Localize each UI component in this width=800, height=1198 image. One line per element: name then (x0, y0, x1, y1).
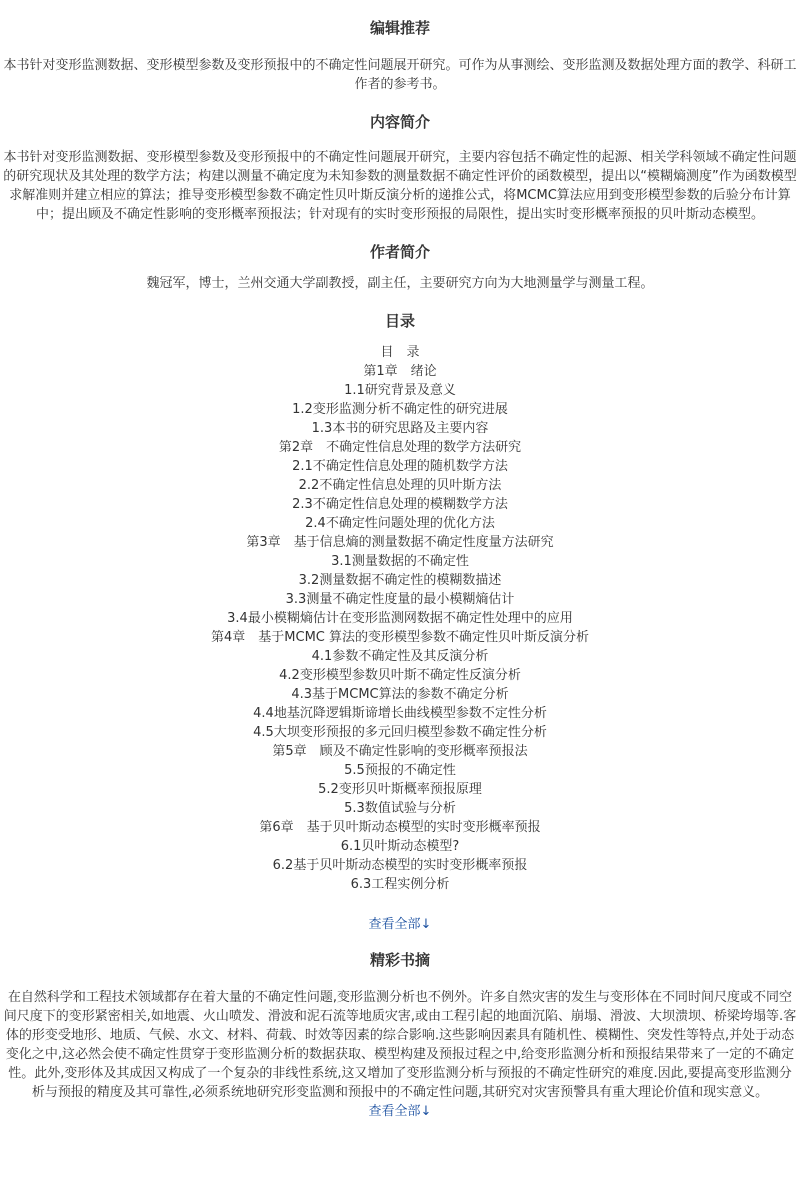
toc-item: 6.3工程实例分析 (350, 877, 450, 892)
toc-item: 2.2不确定性信息处理的贝叶斯方法 (298, 478, 502, 493)
editor-recommend-text: 本书针对变形监测数据、变形模型参数及变形预报中的不确定性问题展开研究。可作为从事测绘、变形监测及数据处理方面的教学、科研工作者的参考书。 (3, 58, 797, 92)
toc-item: 2.4不确定性问题处理的优化方法 (305, 516, 495, 531)
toc-item: 6.2基于贝叶斯动态模型的实时变形概率预报 (272, 858, 528, 873)
toc-item: 第5章 顾及不确定性影响的变形概率预报法 (272, 744, 528, 759)
toc-item: 4.1参数不确定性及其反演分析 (311, 649, 489, 664)
toc-item: 5.5预报的不确定性 (344, 763, 456, 778)
toc-heading: 目录 (384, 312, 415, 330)
toc-item: 3.3测量不确定性度量的最小模糊熵估计 (285, 592, 515, 607)
toc-item: 目 录 (380, 345, 420, 360)
toc-item: 4.4地基沉降逻辑斯谛增长曲线模型参数不定性分析 (253, 706, 547, 721)
toc-item: 1.3本书的研究思路及主要内容 (311, 421, 489, 436)
toc-item: 4.3基于MCMC算法的参数不确定分析 (291, 687, 509, 702)
toc-item: 3.1测量数据的不确定性 (331, 554, 469, 569)
toc-item: 6.1贝叶斯动态模型? (340, 839, 460, 854)
toc-item: 3.4最小模糊熵估计在变形监测网数据不确定性处理中的应用 (227, 611, 573, 626)
toc-item: 4.2变形模型参数贝叶斯不确定性反演分析 (279, 668, 521, 683)
author-intro-text: 魏冠军，博士，兰州交通大学副教授，副主任，主要研究方向为大地测量学与测量工程。 (146, 276, 654, 291)
toc-item: 第3章 基于信息熵的测量数据不确定性度量方法研究 (246, 535, 554, 550)
editor-recommend-heading: 编辑推荐 (369, 19, 430, 37)
excerpt-text: 在自然科学和工程技术领域都存在着大量的不确定性问题,变形监测分析也不例外。许多自然灾害的发生与变形体在不同时间尺度或不同空间尺度下的变形紧密相关,如地震、火山喷发、滑波和泥石流等地质灾害,或由工程引起的地面沉陷、崩塌、滑波、大坝溃坝、桥梁垮塌等.客体的形变受地形、地质、气候、水文、材料、荷载、时效等因素的综合影响.这些影响因素具有随机性、模糊性、突发性等特点,并处于动态变化之中,这必然会使不确定性贯穿于变形监测分析的数据获取、模型构建及预报过程之中,给变形监测分析和预报结果带来了一定的不确定性。此外,变形体及其成因又构成了一个复杂的非线性系统,这又增加了变形监测分析与预报的不确定性研究的难度.因此,要提高变形监测分析与预报的精度及其可靠性,必须系统地研究形变监测和预报中的不确定性问题,其研究对灾害预警具有重大理论价值和现实意义。 (3, 990, 797, 1100)
toc-item: 1.1研究背景及意义 (344, 383, 456, 398)
toc-item: 1.2变形监测分析不确定性的研究进展 (292, 402, 508, 417)
excerpt-heading: 精彩书摘 (369, 951, 430, 969)
toc-list (0, 343, 800, 894)
toc-item: 5.3数值试验与分析 (344, 801, 456, 816)
toc-item: 2.3不确定性信息处理的模糊数学方法 (292, 497, 508, 512)
toc-view-all-link[interactable]: 查看全部↓ (368, 917, 432, 932)
toc-item: 第4章 基于MCMC 算法的变形模型参数不确定性贝叶斯反演分析 (211, 630, 589, 645)
toc-item: 第1章 绪论 (363, 364, 437, 379)
toc-item: 3.2测量数据不确定性的模糊数描述 (298, 573, 502, 588)
toc-item: 4.5大坝变形预报的多元回归模型参数不确定性分析 (253, 725, 547, 740)
excerpt-view-all-link[interactable]: 查看全部↓ (368, 1104, 432, 1119)
content-intro-heading: 内容简介 (369, 113, 430, 131)
toc-item: 2.1不确定性信息处理的随机数学方法 (292, 459, 508, 474)
toc-item: 第2章 不确定性信息处理的数学方法研究 (278, 440, 522, 455)
content-intro-text: 本书针对变形监测数据、变形模型参数及变形预报中的不确定性问题展开研究，主要内容包括不确定性的起源、相关学科领域不确定性问题的研究现状及其处理的数学方法；构建以测量不确定度为未知参数的测量数据不确定性评价的函数模型，提出以“模糊熵测度”作为函数模型求解准则并建立相应的算法；推导变形模型参数不确定性贝叶斯反演分析的递推公式，将MCMC算法应用到变形模型参数的后验分布计算中；提出顾及不确定性影响的变形概率预报法；针对现有的实时变形预报的局限性，提出实时变形概率预报的贝叶斯动态模型。 (3, 150, 797, 222)
toc-item: 第6章 基于贝叶斯动态模型的实时变形概率预报 (259, 820, 541, 835)
toc-item: 5.2变形贝叶斯概率预报原理 (318, 782, 482, 797)
author-intro-heading: 作者简介 (369, 243, 430, 261)
